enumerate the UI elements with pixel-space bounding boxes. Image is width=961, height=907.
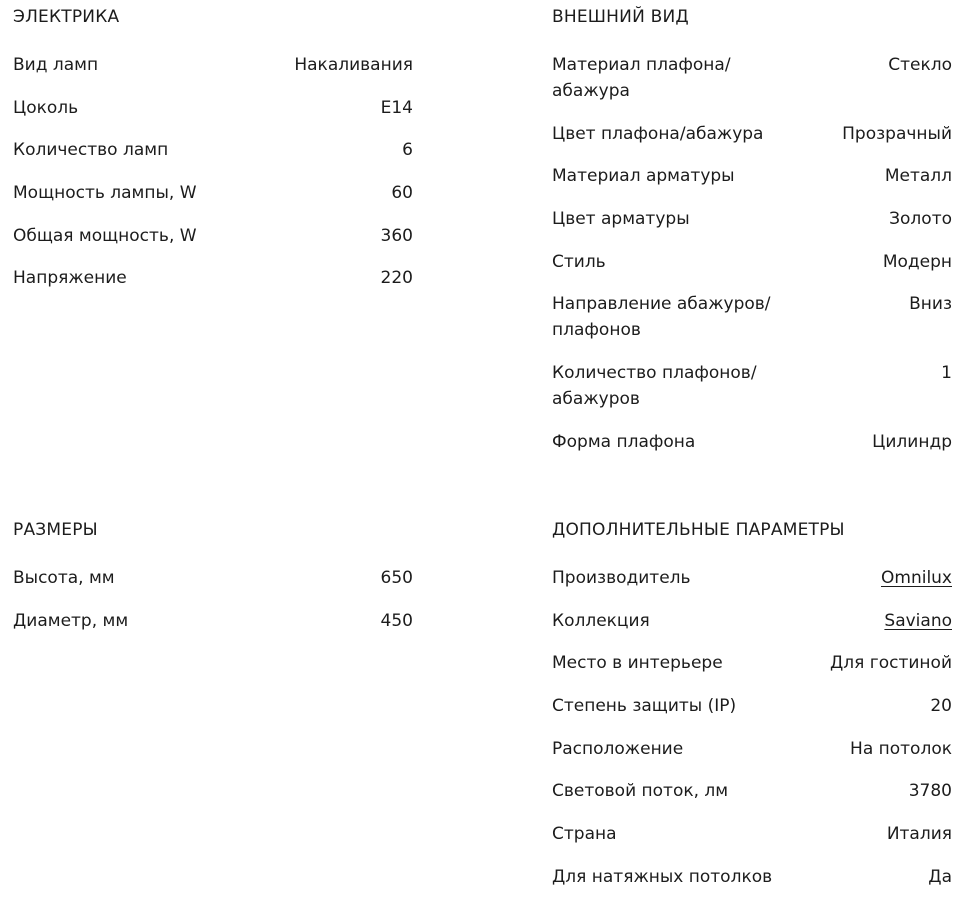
spec-label: Количество ламп — [13, 140, 169, 161]
spec-value: 650 — [380, 568, 413, 588]
spec-label: Страна — [552, 824, 617, 845]
appearance-spec-list — [552, 52, 952, 472]
spec-value: Золото — [889, 209, 952, 230]
spec-label: Место в интерьере — [552, 653, 723, 674]
spec-row-frame-material — [552, 163, 952, 189]
spec-label: Вид ламп — [13, 55, 99, 75]
spec-row-frame-color — [552, 206, 952, 232]
spec-row-style — [552, 249, 952, 275]
section-title-appearance: ВНЕШНИЙ ВИД — [552, 7, 689, 27]
spec-label: Количество плафонов/ абажуров — [552, 363, 757, 410]
spec-value: Италия — [886, 824, 952, 845]
spec-value: Металл — [884, 166, 952, 187]
appearance-section — [552, 0, 952, 472]
spec-label: Высота, мм — [13, 568, 115, 588]
spec-value: 6 — [402, 140, 413, 161]
extra-spec-list — [552, 565, 952, 907]
spec-value: Цилиндр — [872, 431, 952, 452]
spec-value: 360 — [380, 225, 413, 246]
spec-label: Степень защиты (IP) — [552, 696, 737, 717]
spec-row-total-power — [13, 223, 413, 249]
spec-row-collection — [552, 608, 952, 634]
spec-row-country — [552, 821, 952, 847]
spec-value: Вниз — [909, 294, 952, 315]
spec-row-lamp-power — [13, 180, 413, 206]
spec-row-shade-direction — [552, 291, 952, 343]
spec-row-socket — [13, 95, 413, 121]
spec-label: Расположение — [552, 738, 684, 759]
spec-value: 60 — [391, 183, 413, 204]
spec-value: 3780 — [908, 781, 952, 802]
spec-value: Да — [928, 866, 952, 887]
sizes-spec-list — [13, 565, 413, 650]
spec-label: Форма плафона — [552, 431, 696, 452]
spec-row-luminous-flux — [552, 778, 952, 804]
spec-value: Модерн — [882, 251, 952, 272]
section-title-electric: ЭЛЕКТРИКА — [13, 7, 120, 27]
spec-value: Накаливания — [294, 55, 413, 75]
spec-row-ip-rating — [552, 693, 952, 719]
spec-row-diameter — [13, 608, 413, 634]
spec-row-shade-material — [552, 52, 952, 104]
spec-value: E14 — [380, 97, 413, 118]
spec-label: Напряжение — [13, 268, 127, 289]
sizes-section — [13, 513, 413, 650]
spec-row-voltage — [13, 265, 413, 291]
spec-value: На потолок — [850, 738, 952, 759]
spec-value: 220 — [380, 268, 413, 289]
spec-value: 1 — [941, 363, 952, 384]
spec-label: Производитель — [552, 568, 691, 588]
spec-label: Цвет плафона/абажура — [552, 123, 764, 144]
spec-value: Для гостиной — [830, 653, 952, 674]
spec-row-placement — [552, 736, 952, 762]
spec-label: Мощность лампы, W — [13, 183, 197, 204]
section-title-sizes: РАЗМЕРЫ — [13, 520, 98, 540]
spec-label: Для натяжных потолков — [552, 866, 773, 887]
extra-section — [552, 513, 952, 907]
electric-section — [13, 0, 413, 308]
spec-row-shade-count — [552, 360, 952, 412]
spec-row-stretch-ceiling — [552, 864, 952, 890]
spec-label: Стиль — [552, 251, 606, 272]
spec-label: Цвет арматуры — [552, 209, 690, 230]
spec-label: Общая мощность, W — [13, 225, 197, 246]
spec-label: Диаметр, мм — [13, 610, 129, 631]
section-title-extra: ДОПОЛНИТЕЛЬНЫЕ ПАРАМЕТРЫ — [552, 520, 845, 540]
spec-row-manufacturer — [552, 565, 952, 591]
spec-label: Направление абажуров/ плафонов — [552, 294, 771, 341]
spec-value: 450 — [380, 610, 413, 631]
spec-value: Прозрачный — [842, 123, 952, 144]
spec-label: Материал плафона/абажура — [552, 55, 731, 101]
manufacturer-link[interactable]: Omnilux — [881, 568, 952, 588]
spec-label: Материал арматуры — [552, 166, 735, 187]
spec-row-interior-place — [552, 650, 952, 676]
spec-value: 20 — [930, 696, 952, 717]
spec-row-shade-color — [552, 121, 952, 147]
spec-value: Стекло — [888, 55, 952, 75]
spec-row-lamp-type — [13, 52, 413, 78]
spec-row-lamp-count — [13, 137, 413, 163]
collection-link[interactable]: Saviano — [884, 610, 952, 631]
spec-label: Коллекция — [552, 610, 650, 631]
spec-label: Световой поток, лм — [552, 781, 729, 802]
spec-row-shade-shape — [552, 429, 952, 455]
spec-label: Цоколь — [13, 97, 79, 118]
spec-row-height — [13, 565, 413, 591]
electric-spec-list — [13, 52, 413, 308]
